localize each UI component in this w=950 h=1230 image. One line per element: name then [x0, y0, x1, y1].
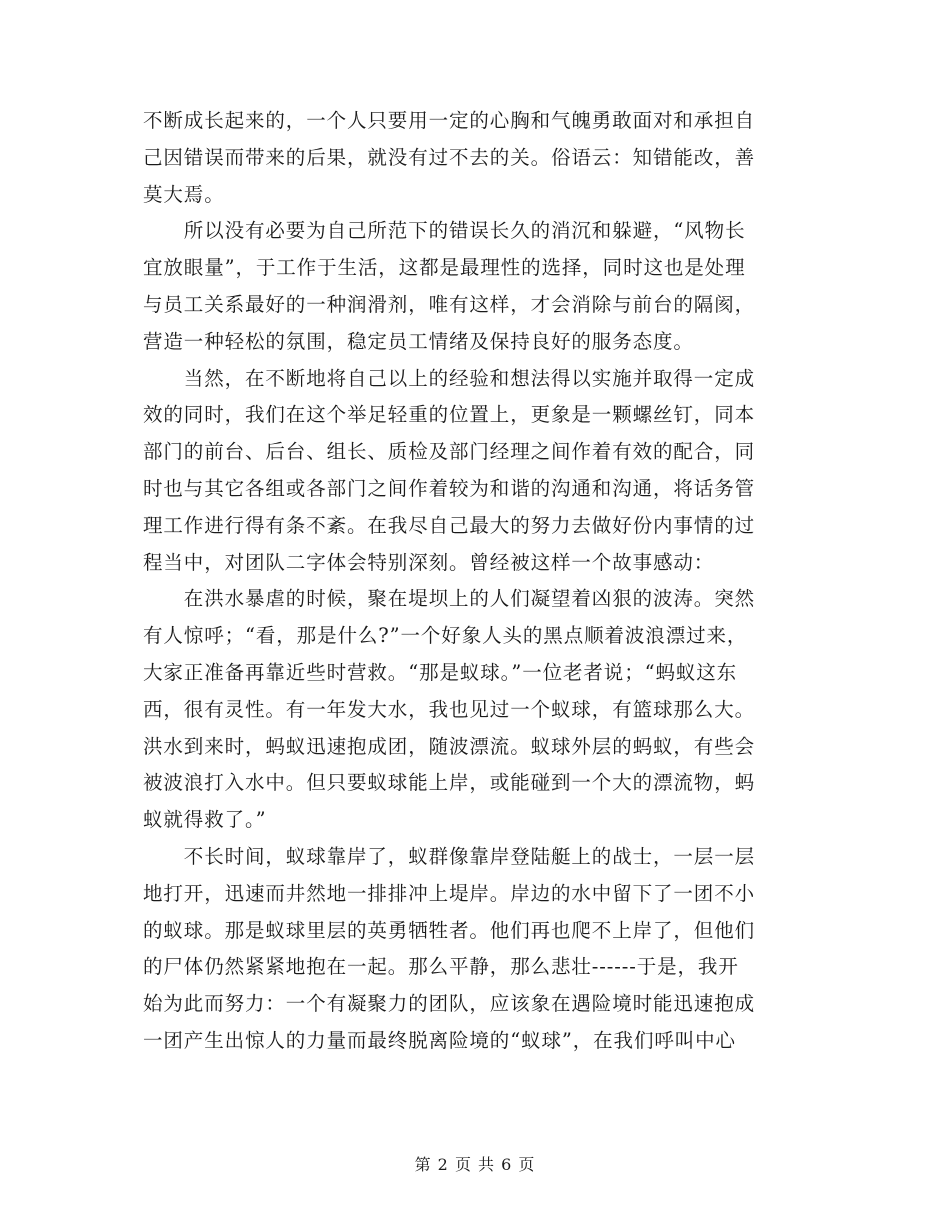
text-line: 营造一种轻松的氛围，稳定员工情绪及保持良好的服务态度。 [143, 329, 694, 353]
text-line: 有人惊呼；“看，那是什么?”一个好象人头的黑点顺着波浪漂过来， [143, 624, 748, 648]
text-line: 在洪水暴虐的时候，聚在堤坝上的人们凝望着凶狠的波涛。突然 [143, 587, 756, 611]
text-line: 宜放眼量”，于工作于生活，这都是最理性的选择，同时这也是处理 [143, 256, 746, 280]
text-line: 地打开，迅速而井然地一排排冲上堤岸。岸边的水中留下了一团不小 [143, 881, 756, 905]
page-number-footer: 第 2 页 共 6 页 [414, 1155, 536, 1174]
text-line: 效的同时，我们在这个举足轻重的位置上，更象是一颗螺丝钉，同本 [143, 403, 756, 427]
text-line: 理工作进行得有条不紊。在我尽自己最大的努力去做好份内事情的过 [143, 513, 756, 537]
text-line: 被波浪打入水中。但只要蚁球能上岸，或能碰到一个大的漂流物，蚂 [143, 771, 756, 795]
text-line: 西，很有灵性。有一年发大水，我也见过一个蚁球，有篮球那么大。 [143, 697, 756, 721]
document-body [143, 103, 808, 1060]
text-line: 的尸体仍然紧紧地抱在一起。那么平静，那么悲壮------于是，我开 [143, 955, 739, 979]
text-line: 蚁就得救了。” [143, 808, 267, 832]
text-line: 的蚁球。那是蚁球里层的英勇牺牲者。他们再也爬不上岸了，但他们 [143, 918, 756, 942]
text-line: 程当中，对团队二字体会特别深刻。曾经被这样一个故事感动： [143, 550, 715, 574]
text-line: 己因错误而带来的后果，就没有过不去的关。俗语云：知错能改，善 [143, 145, 756, 169]
text-line: 不断成长起来的，一个人只要用一定的心胸和气魄勇敢面对和承担自 [143, 109, 756, 132]
text-line: 大家正准备再靠近些时营救。“那是蚁球。”一位老者说；“蚂蚁这东 [143, 660, 738, 684]
text-line: 始为此而努力：一个有凝聚力的团队，应该象在遇险境时能迅速抱成 [143, 992, 756, 1016]
text-line: 与员工关系最好的一种润滑剂，唯有这样，才会消除与前台的隔阂， [143, 292, 756, 316]
text-line: 不长时间，蚁球靠岸了，蚁群像靠岸登陆艇上的战士，一层一层 [143, 844, 756, 868]
text-line: 洪水到来时，蚂蚁迅速抱成团，随波漂流。蚁球外层的蚂蚁，有些会 [143, 734, 756, 758]
text-line: 莫大焉。 [143, 182, 225, 206]
text-line: 时也与其它各组或各部门之间作着较为和谐的沟通和沟通，将话务管 [143, 476, 756, 500]
text-line: 当然，在不断地将自己以上的经验和想法得以实施并取得一定成 [143, 366, 756, 390]
text-line: 一团产生出惊人的力量而最终脱离险境的“蚁球”，在我们呼叫中心 [143, 1028, 736, 1052]
text-line: 部门的前台、后台、组长、质检及部门经理之间作着有效的配合，同 [143, 440, 756, 464]
text-line: 所以没有必要为自己所范下的错误长久的消沉和躲避，“风物长 [143, 219, 746, 243]
